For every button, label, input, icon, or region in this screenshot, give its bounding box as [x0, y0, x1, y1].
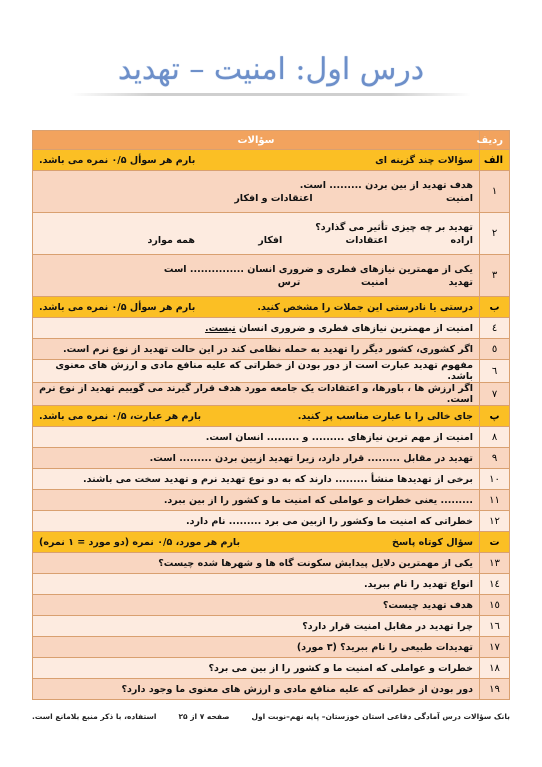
section-score: بارم هر مورد، ۰/۵ نمره (دو مورد = ۱ نمره) — [39, 536, 241, 548]
question-text: تهدید بر چه چیزی تأثیر می گذارد؟ — [315, 221, 473, 233]
row-num: ۱٦ — [480, 616, 510, 637]
question-text: ......... یعنی خطرات و عواملی که امنیت ما و کشور را از بین ببرد. — [33, 490, 480, 511]
underlined-word: نیست. — [204, 322, 236, 334]
row-num: ۱ — [480, 171, 510, 213]
table-header — [33, 131, 510, 150]
option: اراده — [450, 234, 473, 246]
table-row — [33, 574, 510, 595]
row-num: ١٠ — [480, 469, 510, 490]
options — [148, 233, 474, 248]
option: اعتقادات و افکار — [234, 192, 313, 204]
options — [278, 275, 473, 290]
row-num: ٥ — [480, 339, 510, 360]
footer-permission: استفاده، با ذکر منبع بلامانع است. — [32, 712, 157, 721]
table-row — [33, 553, 510, 574]
row-num: ٩ — [480, 448, 510, 469]
row-num: ۱٩ — [480, 679, 510, 700]
questions-table — [32, 130, 510, 700]
option: همه موارد — [147, 234, 195, 246]
section-num: ت — [480, 532, 510, 553]
table-row — [33, 616, 510, 637]
table-row — [33, 658, 510, 679]
question-text: دور بودن از خطراتی که علیه منافع مادی و ارزش های معنوی ما وجود دارد؟ — [33, 679, 480, 700]
option: امنیت — [360, 276, 388, 288]
section-score: بارم هر سوأل ۰/۵ نمره می باشد. — [39, 154, 196, 166]
row-num: ٦ — [480, 360, 510, 383]
table-row — [33, 213, 510, 255]
table-row — [33, 339, 510, 360]
table-row — [33, 360, 510, 383]
section-multiple-choice — [33, 150, 510, 171]
row-num: ۲ — [480, 213, 510, 255]
question-text: هدف تهدید چیست؟ — [33, 595, 480, 616]
row-num: ۳ — [480, 255, 510, 297]
question-text: یکی از مهمترین نیازهای فطری و ضروری انسان ............... است — [163, 263, 473, 275]
question-text: خطرات و عواملی که امنیت ما و کشور را از بین می برد؟ — [33, 658, 480, 679]
row-num: ٧ — [480, 383, 510, 406]
section-short-answer — [33, 532, 510, 553]
option: اعتقادات — [345, 234, 388, 246]
option: ترس — [277, 276, 301, 288]
section-num: الف — [480, 150, 510, 171]
section-fill-blank — [33, 406, 510, 427]
question-text: یکی از مهمترین دلایل پیدایش سکونت گاه ها و شهرها شده چیست؟ — [33, 553, 480, 574]
question-text: خطراتی که امنیت ما وکشور را ازبین می برد ......... نام دارد. — [33, 511, 480, 532]
section-title: سؤالات چند گزینه ای — [375, 154, 473, 166]
option: تهدید — [448, 276, 473, 288]
row-num: ١١ — [480, 490, 510, 511]
table-row — [33, 427, 510, 448]
section-score: بارم هر سوأل ۰/۵ نمره می باشد. — [39, 301, 196, 313]
section-score: بارم هر عبارت، ۰/۵ نمره می باشد. — [39, 410, 202, 422]
col-questions-header: سؤالات — [33, 131, 480, 150]
question-text: امنیت از مهم ترین نیازهای ......... و ......... انسان است. — [33, 427, 480, 448]
section-title: سؤال کوتاه پاسخ — [392, 536, 473, 548]
row-num: ٨ — [480, 427, 510, 448]
section-title: جای خالی را با عبارت مناسب پر کنید. — [297, 410, 473, 422]
option: افکار — [258, 234, 283, 246]
options — [234, 191, 473, 206]
table-row — [33, 171, 510, 213]
question-text: اگر ارزش ها ، باورها، و اعتقادات یک جامعه مورد هدف قرار گیرند می گوییم تهدید از نوع نرم است. — [33, 383, 480, 406]
section-title: درستی یا نادرستی این جملات را مشخص کنید. — [257, 301, 473, 313]
section-num: پ — [480, 406, 510, 427]
table-row — [33, 383, 510, 406]
question-text: چرا تهدید در مقابل امنیت قرار دارد؟ — [33, 616, 480, 637]
row-num: ۱٨ — [480, 658, 510, 679]
table-row — [33, 448, 510, 469]
section-true-false — [33, 297, 510, 318]
table-row — [33, 637, 510, 658]
table-row — [33, 255, 510, 297]
question-text: تهدیدات طبیعی را نام ببرید؟ (۳ مورد) — [33, 637, 480, 658]
table-row — [33, 318, 510, 339]
question-text: اگر کشوری، کشور دیگر را تهدید به حمله نظامی کند در این حالت تهدید از نوع نرم است. — [33, 339, 480, 360]
page-title: درس اول: امنیت – تهدید — [0, 52, 542, 96]
row-num: ۱۳ — [480, 553, 510, 574]
row-num: ۱٥ — [480, 595, 510, 616]
section-num: ب — [480, 297, 510, 318]
table-row — [33, 469, 510, 490]
question-text: هدف تهدید از بین بردن ......... است. — [299, 179, 473, 191]
question-text: تهدید در مقابل ......... قرار دارد، زیرا تهدید ازبین بردن ......... است. — [33, 448, 480, 469]
table-row — [33, 490, 510, 511]
option: امنیت — [446, 192, 473, 204]
table-row — [33, 511, 510, 532]
question-text: برخی از تهدیدها منشأ ......... دارند که به دو نوع تهدید نرم و تهدید سخت می باشند. — [33, 469, 480, 490]
row-num: ۱٤ — [480, 574, 510, 595]
question-text: مفهوم تهدید عبارت است از دور بودن از خطراتی که علیه منافع مادی و ارزش های معنوی باشد. — [33, 360, 480, 383]
row-num: ۱٧ — [480, 637, 510, 658]
col-num-header: ردیف — [480, 131, 510, 150]
footer-source: بانک سؤالات درس آمادگی دفاعی استان خوزستان– پایه نهم–نوبت اول — [251, 712, 510, 721]
row-num: ٤ — [480, 318, 510, 339]
row-num: ١٢ — [480, 511, 510, 532]
table-row — [33, 679, 510, 700]
question-text: انواع تهدید را نام ببرید. — [33, 574, 480, 595]
question-text: امنیت از مهمترین نیازهای فطری و ضروری انسان — [235, 322, 473, 334]
footer-page-number: صفحه ۷ از ۲۵ — [178, 712, 230, 721]
table-row — [33, 595, 510, 616]
page-footer — [32, 712, 510, 721]
